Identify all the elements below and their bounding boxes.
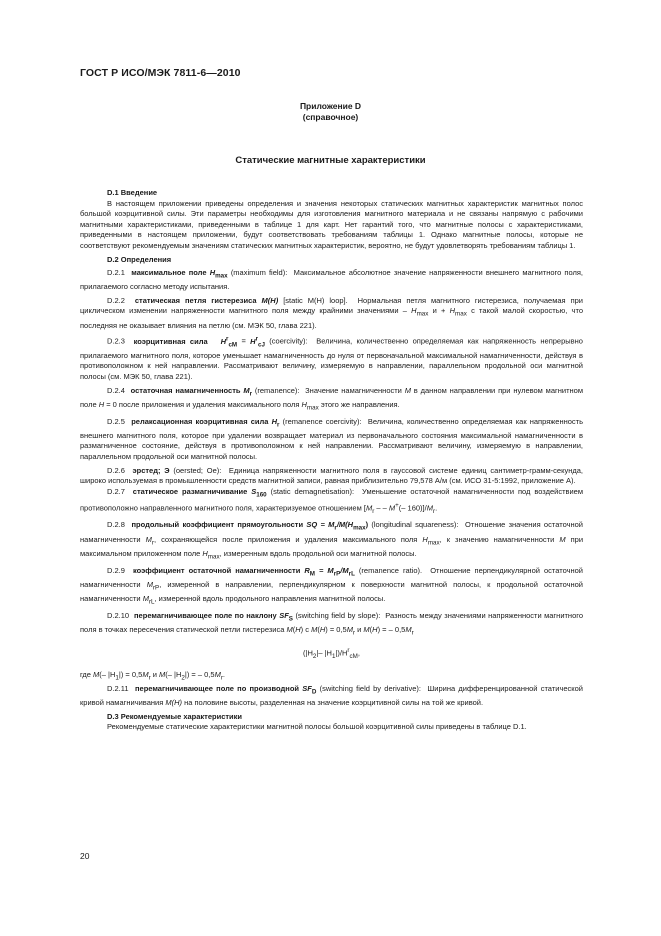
definition-d2-2: D.2.2 статическая петля гистерезиса M(H) [static M(H) loop]. Нормальная петля магнитного гистерезиса, получаемая при циклическом изменении напряженности магнитного поля между крайними значениями – $H_{max}$ $и + H_{max}$ с такой малой скоростью, что последняя не оказывает влияния на петлю (см. МЭК 50, глава 221). [80,295,583,330]
d3-paragraph: Рекомендуемые статические характеристики магнитной полосы большой коэрцитивной силы приведены в таблице D.1. [107,722,527,732]
d1-paragraph: В настоящем приложении приведены определения и значения некоторых статических магнитных характеристик магнитных полос большой коэрцитивной силы. Эти параметры необходимы для изготовления магнитного материала и не связаны напрямую с рабочими магнитными характеристиками, приведенными в таблице 1 для карт. Нет гарантий того, что магнитные полосы с характеристиками, приведенными в настоящем приложении, будут соответствовать требованиям таблицы 1. Однако магнитные полосы, которые не соответствуют рекомендуемым значениям статических магнитных характеристик, вероятно, не будут удовлетворять требованиям таблицы 1. [80,198,583,250]
document-header: ГОСТ Р ИСО/МЭК 7811-6—2010 [80,67,241,79]
d3-heading: D.3 Рекомендуемые характеристики [107,711,243,721]
d2-heading: D.2 Определения [107,254,172,264]
definition-d2-4: D.2.4 остаточная намагниченность $M_r$ (remanence): Значение намагниченности M в данном направлении при нулевом магнитном поле H = 0 после приложения и удаления максимального поля $H_{max}$ этого же направления. [80,385,583,412]
definition-d2-1: D.2.1 максимальное поле $H_{max}$ (maximum field): Максимальное абсолютное значение напряженности внешнего магнитного поля, прилагаемого согласно методу испытания. [80,268,584,292]
definition-d2-8: D.2.8 продольный коэффициент прямоугольности SQ = $M_r/M(H_{max})$ (longitudinal squareness): Отношение значения остаточной намагниченности $M_r$, сохраняющейся после приложения и удаления максимального поля $H_{max}$, к значению намагниченности M при максимальном приложенном поле $H_{max}$, измеренным вдоль продольной оси магнитной полосы. [80,520,584,561]
definition-d2-5: D.2.5 релаксационная коэрцитивная сила $H_r$ (remanence coercivity): Величина, количественно определяемая как напряженность внешнего магнитного поля, которое при удалении возвращает материал из первоначального состояния максимальной намагниченности в размагниченное состояние, действуя в противоположном к ней направлении. Рассматривают величину, измеряемую в направлении, параллельном продольной оси магнитной полосы. [80,416,583,461]
definition-d2-10: D.2.10 перемагничивающее поле по наклону $SF_S$ (switching field by slope): Разность между значениями напряженности магнитного поля в точках пересечения статической петли гистерезиса M(H) с $M(H) = 0,5M_r$ и M(H) = – $0,5M_r$ [80,611,583,637]
formula-sfs: ($|H_2|-$ $|H_1|)/H^r_{cM}$, [303,647,360,661]
definition-d2-7: D.2.7 статическое размагничивание $S_{160}$ (static demagnetisation): Уменьшение остаточной намагниченности под воздействием противоположно направленного магнитного поля, характеризуемое отношением [$M_r$ – – M+(– $160)]/M_r$. [80,486,584,515]
appendix-kind: (справочное) [302,111,359,122]
section-title: Статические магнитные характеристики [235,155,426,166]
definition-d2-3: D.2.3 коэрцитивная сила $H^r_{cM} = H^r_{cJ}$ (coercivity): Величина, количественно определяемая как напряженность непрерывно прилагаемого магнитного поля, которое уменьшает намагниченность до нуля от первоначальной максимальной намагниченности, действуя в противоположном к ней направлении. Рассматривают величину, измеряемую в направлении, параллельном продольной оси магнитной полосы (см. МЭК 50, глава 221). [80,335,583,381]
d1-heading: D.1 Введение [107,188,158,197]
appendix-heading [0,101,661,122]
page-number: 20 [80,851,90,861]
definition-d2-6: D.2.6 эрстед; Э (oersted; Oe): Единица напряженности магнитного поля в гауссовой системе единиц сантиметр-грамм-секунда, широко используемая в промышленности средств магнитной записи, равная приблизительно 79,578 А/м (см. ИСО 31-5:1992, приложение А). [80,465,583,486]
definition-d2-11: D.2.11 перемагничивающее поле по производной $SF_D$ (switching field by derivative): Ширина дифференцированной статической кривой намагничивания M(H) на половине высоты, разделенная на значение коэрцитивной силы на той же кривой. [80,683,583,707]
appendix-title: Приложение D [299,101,362,111]
definition-d2-9: D.2.9 коэффициент остаточной намагниченности $R_M = M_{rP}/M_{rL}$ (remanence ratio). Отношение перпендикулярной остаточной намагниченности $M_{rP}$, измеренной в направлении, перпендикулярном к поверхности магнитной полосы, к продольной остаточной намагниченности $M_{rL}$, измеренной вдоль продольного направления магнитной полосы. [80,565,583,606]
formula-where: где M(– $|H_1|) = 0,5M_r$ и M(– $|H_2|$) = – $0,5M_r$. [80,669,225,682]
document-body [80,185,583,733]
